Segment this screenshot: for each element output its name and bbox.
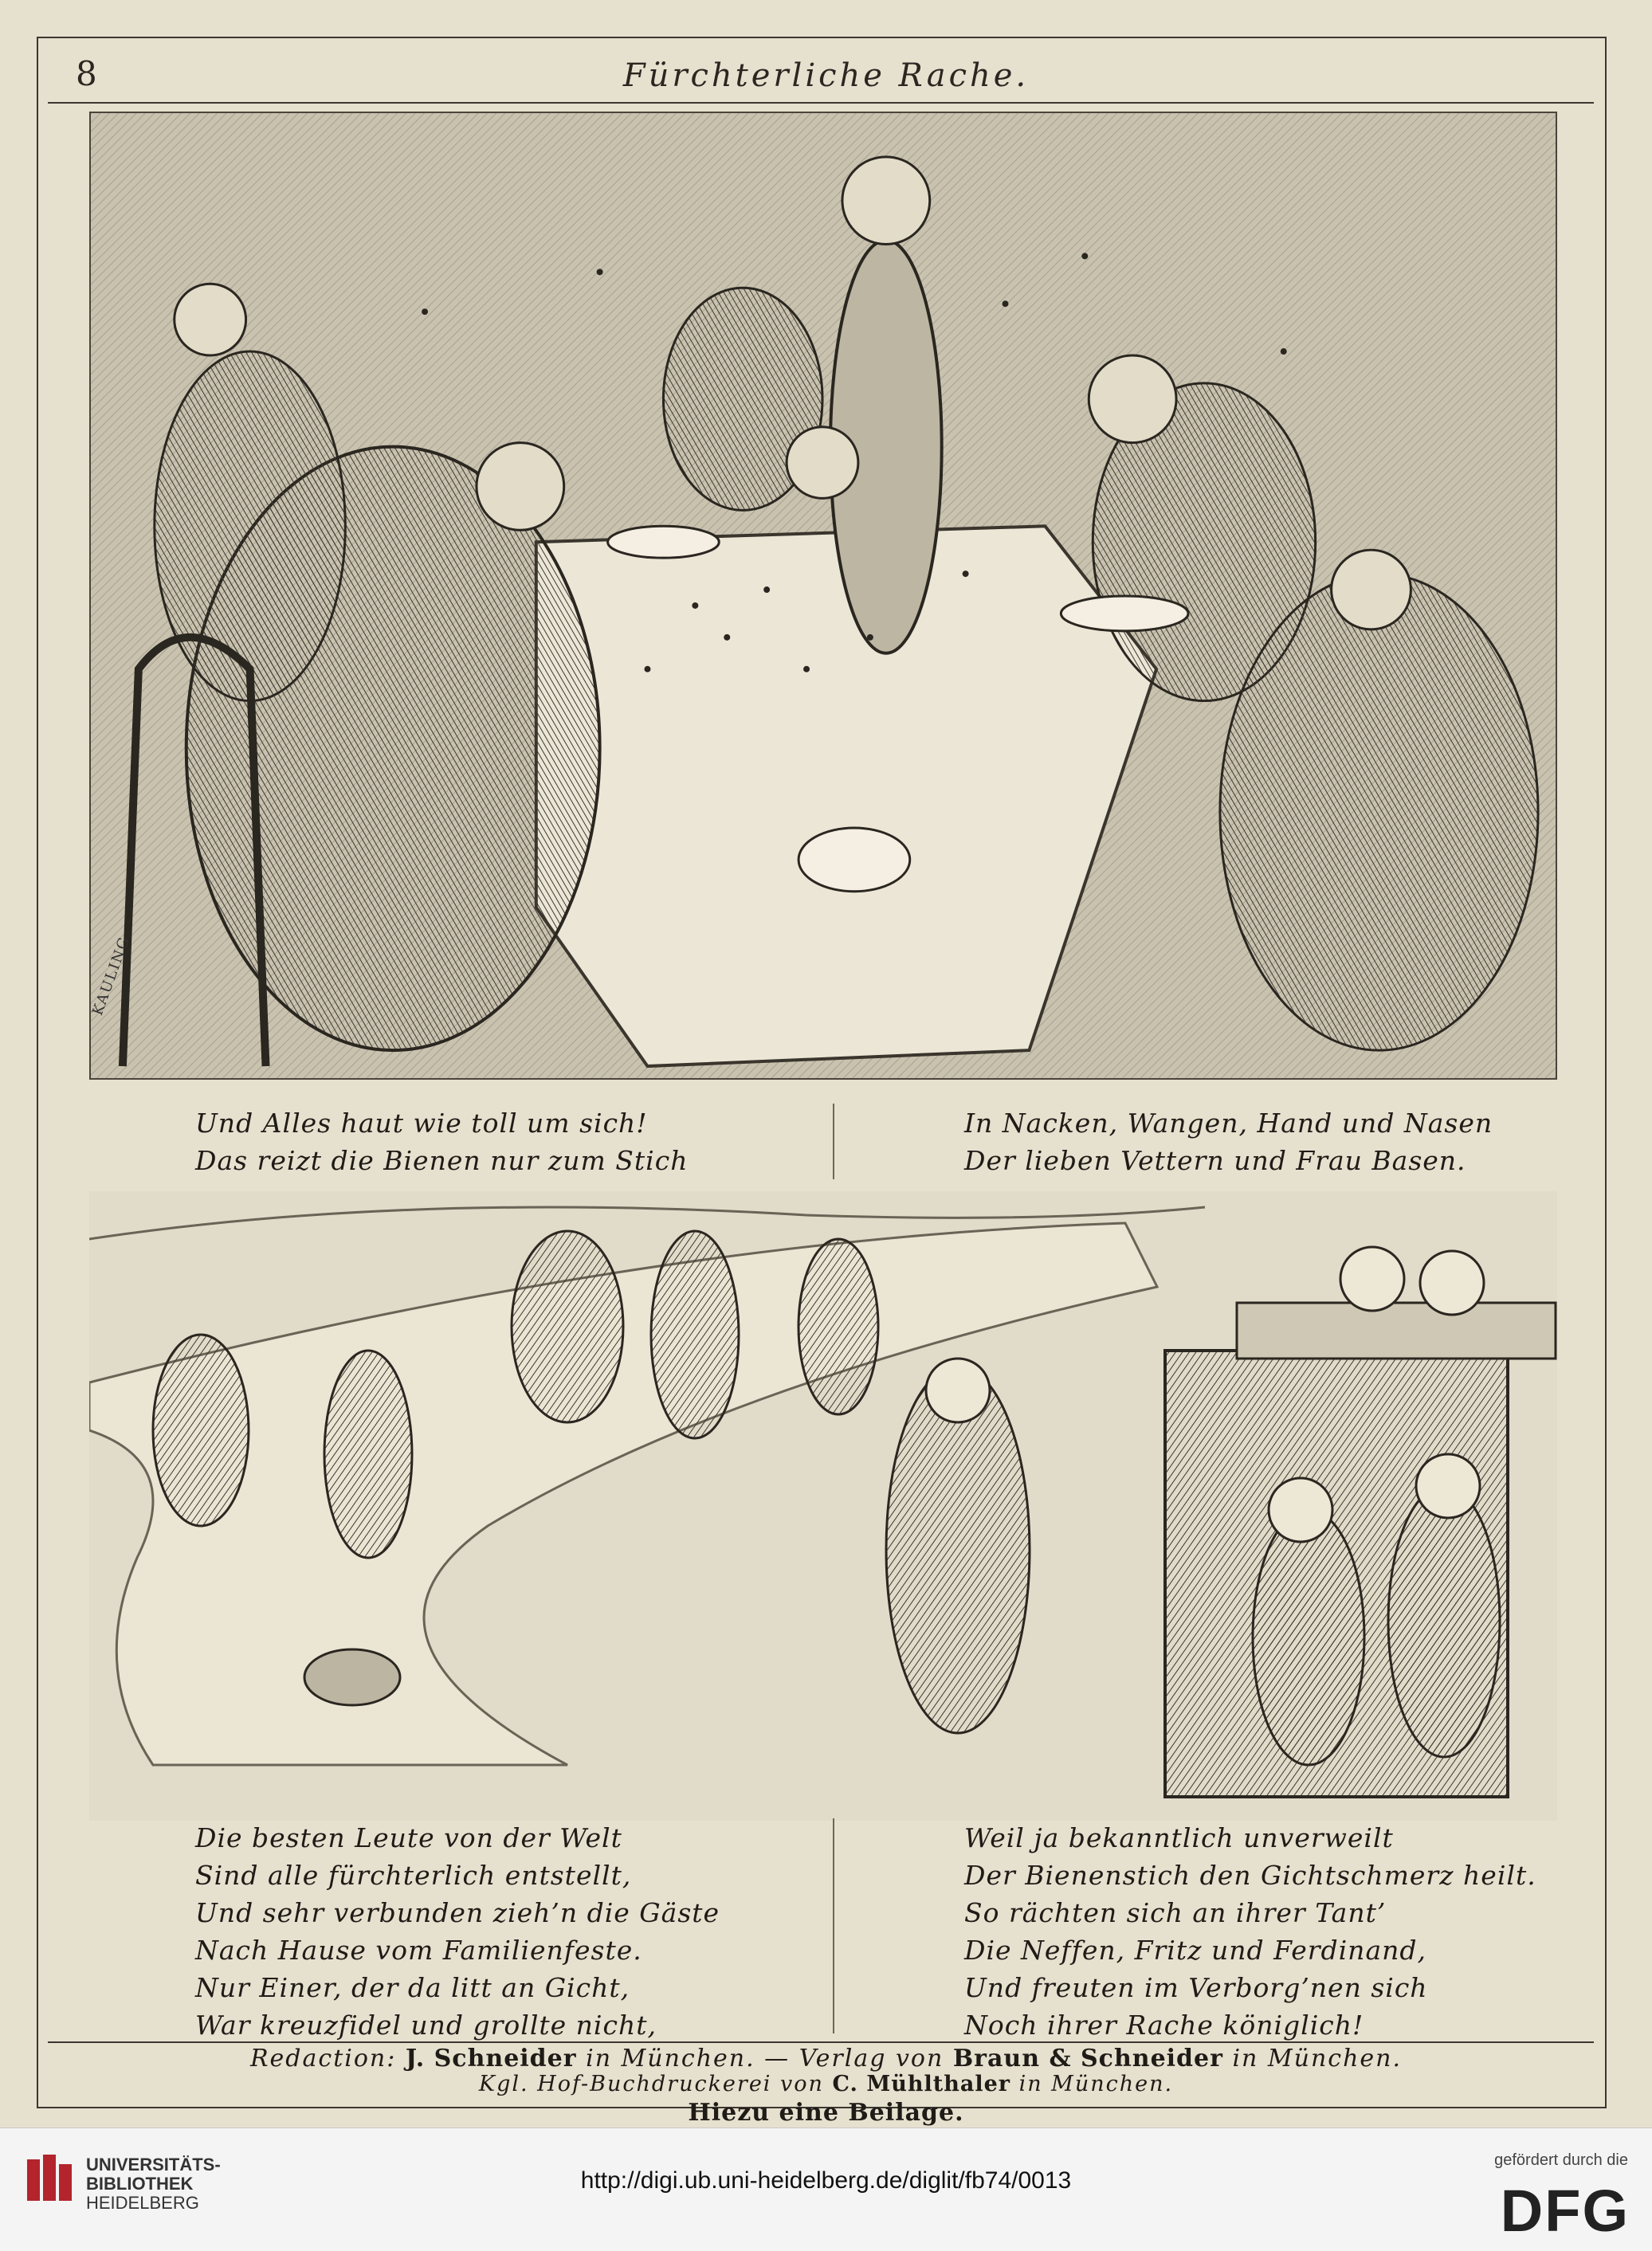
verse-line: Der lieben Vettern und Frau Basen.: [964, 1145, 1466, 1176]
verse-line: Und Alles haut wie toll um sich!: [195, 1108, 648, 1139]
header-rule: [48, 102, 1594, 104]
verse-line: In Nacken, Wangen, Hand und Nasen: [964, 1108, 1493, 1139]
verse-line: Nach Hause vom Familienfeste.: [195, 1935, 642, 1966]
verse-line: Die Neffen, Fritz und Ferdinand,: [964, 1935, 1426, 1966]
footer-rule: [48, 2041, 1594, 2043]
verse-bottom-right: [964, 1819, 1536, 2044]
verse-line: Und freuten im Verborg’nen sich: [964, 1972, 1428, 2003]
illustration-departure: [89, 1191, 1557, 1821]
verse-line: Weil ja bekanntlich unverweilt: [964, 1822, 1394, 1853]
verse-line: Nur Einer, der da litt an Gicht,: [195, 1972, 630, 2003]
page-title: Fürchterliche Rache.: [622, 57, 1030, 94]
verse-top-right: [964, 1104, 1493, 1179]
verse-divider: [833, 1104, 834, 1179]
verse-line: Das reizt die Bienen nur zum Stich: [195, 1145, 689, 1176]
dfg-logo[interactable]: DFG: [1500, 2178, 1630, 2244]
verse-divider: [833, 1818, 834, 2033]
funding-note: gefördert durch die: [1494, 2151, 1628, 2169]
library-name[interactable]: UNIVERSITÄTS- BIBLIOTHEK HEIDELBERG: [86, 2155, 221, 2213]
verse-line: Der Bienenstich den Gichtschmerz heilt.: [964, 1860, 1536, 1891]
verse-top-left: [195, 1104, 688, 1179]
verse-bottom-left: [195, 1819, 720, 2044]
page-number: 8: [76, 54, 97, 93]
illustration-banquet: [89, 112, 1557, 1080]
imprint-line-2: Kgl. Hof-Buchdruckerei von C. Mühlthaler in München.: [478, 2072, 1174, 2096]
artist-signature: KAULING: [89, 934, 134, 1018]
verse-line: Die besten Leute von der Welt: [195, 1822, 622, 1853]
supplement-note: Hiezu eine Beilage.: [688, 2099, 964, 2127]
verse-line: Noch ihrer Rache königlich!: [964, 2010, 1364, 2041]
permalink-url[interactable]: http://digi.ub.uni-heidelberg.de/diglit/fb74/0013: [580, 2167, 1072, 2194]
verse-line: So rächten sich an ihrer Tant’: [964, 1897, 1387, 1928]
imprint-line-1: Redaction: J. Schneider in München. — Verlag von Braun & Schneider in München.: [249, 2045, 1403, 2073]
verse-line: Sind alle fürchterlich entstellt,: [195, 1860, 632, 1891]
verse-line: War kreuzfidel und grollte nicht,: [195, 2010, 657, 2041]
verse-line: Und sehr verbunden zieh’n die Gäste: [195, 1897, 720, 1928]
